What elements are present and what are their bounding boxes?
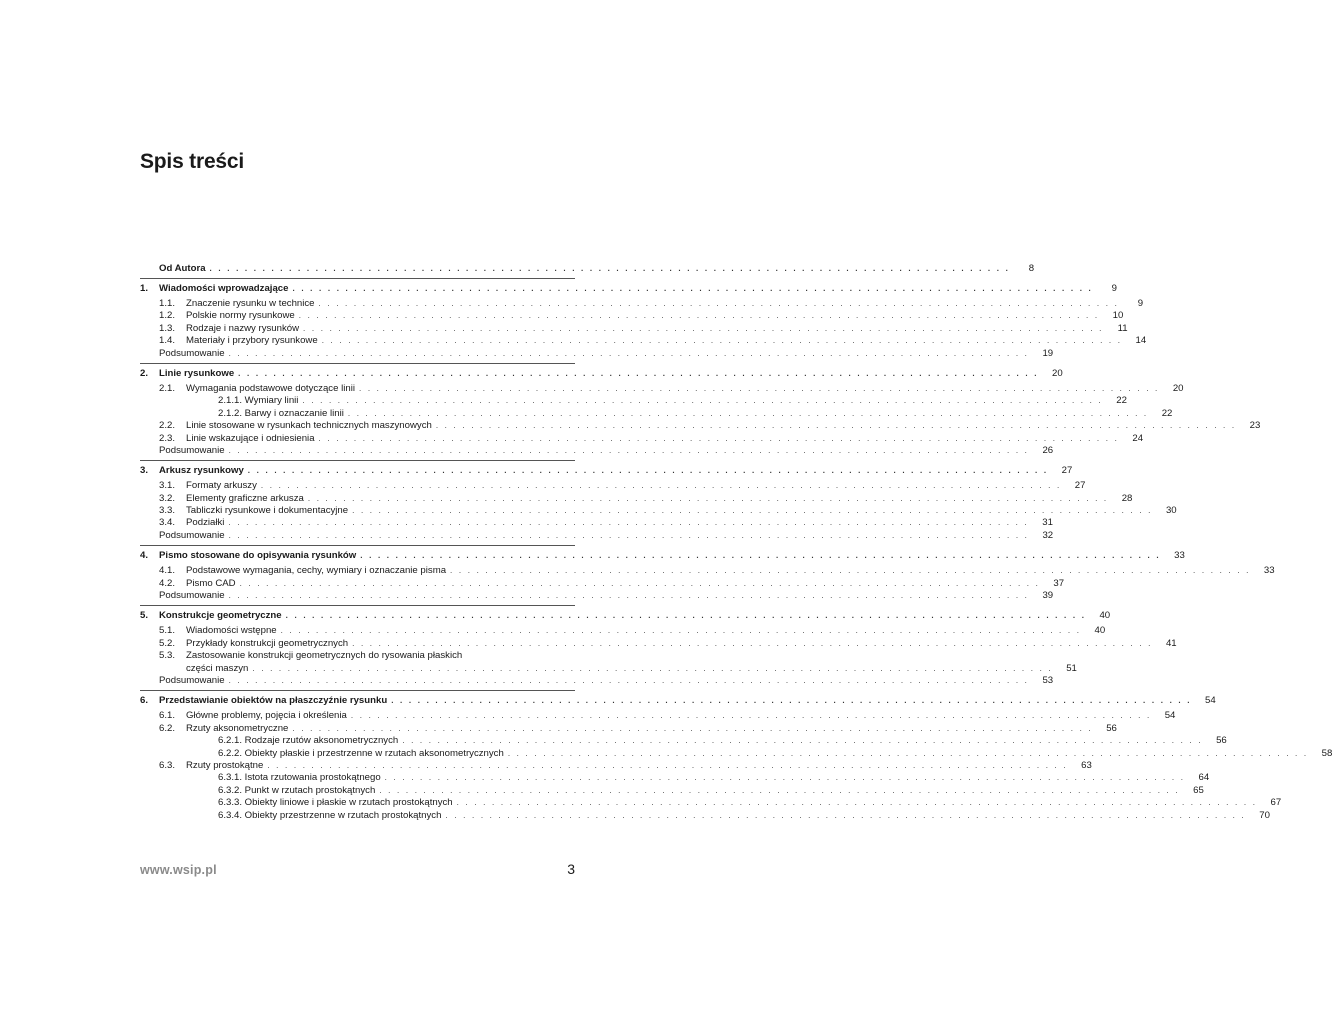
toc-entry-row — [140, 747, 1332, 760]
toc-entry-number: 1. — [140, 283, 149, 294]
toc-entry-row — [140, 784, 1204, 797]
toc-leader-dots: . . . . . . . . . . . . . . . . . . . . . . . . . . . . . . . . . . . . . . . . . . . . . . . . . . . . . . . . . . . . . . . . . . . . . . . . . . . . . . . . . . . . . . . . . . . — [391, 696, 1192, 706]
toc-leader-dots: . . . . . . . . . . . . . . . . . . . . . . . . . . . . . . . . . . . . . . . . . . . . . . . . . . . . . . . . . . . . . . . . . . . . . . . . . . . . . . . . . . . . . . . . . . . — [450, 566, 1251, 576]
section-divider — [140, 460, 575, 461]
section-divider — [140, 545, 575, 546]
toc-entry-title: Przedstawianie obiektów na płaszczyźnie rysunku — [159, 695, 388, 707]
toc-entry-title: Elementy graficzne arkusza — [186, 492, 304, 504]
toc-entry-title: Podsumowanie — [159, 347, 225, 359]
toc-entry-number: 4.1. — [159, 565, 176, 577]
toc-leader-dots: . . . . . . . . . . . . . . . . . . . . . . . . . . . . . . . . . . . . . . . . . . . . . . . . . . . . . . . . . . . . . . . . . . . . . . . . . . . . . . . . . . . . . . . . . . . — [267, 760, 1068, 770]
toc-leader-dots: . . . . . . . . . . . . . . . . . . . . . . . . . . . . . . . . . . . . . . . . . . . . . . . . . . . . . . . . . . . . . . . . . . . . . . . . . . . . . . . . . . . . . . . . . . . — [321, 336, 1123, 346]
toc-entry-number: 3.2. — [159, 492, 176, 504]
toc-entry-number: 6. — [140, 695, 149, 707]
toc-entry-row — [140, 505, 1177, 517]
toc-page-number: 65 — [1193, 784, 1204, 796]
toc-page-number: 24 — [1132, 432, 1144, 444]
toc-summary-row — [140, 444, 1054, 457]
toc-leader-dots: . . . . . . . . . . . . . . . . . . . . . . . . . . . . . . . . . . . . . . . . . . . . . . . . . . . . . . . . . . . . . . . . . . . . . . . . . . . . . . . . . . . . . . . . . . . — [239, 578, 1041, 588]
toc-leader-dots: . . . . . . . . . . . . . . . . . . . . . . . . . . . . . . . . . . . . . . . . . . . . . . . . . . . . . . . . . . . . . . . . . . . . . . . . . . . . . . . . . . . . . . . . . . . — [456, 798, 1258, 808]
toc-leader-dots: . . . . . . . . . . . . . . . . . . . . . . . . . . . . . . . . . . . . . . . . . . . . . . . . . . . . . . . . . . . . . . . . . . . . . . . . . . . . . . . . . . . . . . . . . . . — [318, 299, 1120, 308]
toc-entry-title: 6.3.4. Obiekty przestrzenne w rzutach prostokątnych — [218, 809, 442, 821]
toc-leader-dots: . . . . . . . . . . . . . . . . . . . . . . . . . . . . . . . . . . . . . . . . . . . . . . . . . . . . . . . . . . . . . . . . . . . . . . . . . . . . . . . . . . . . . . . . . . . — [228, 518, 1029, 528]
publisher-url: www.wsip.pl — [140, 863, 217, 877]
toc-entry-title: Rzuty prostokątne — [186, 759, 264, 771]
toc-entry-title: Zastosowanie konstrukcji geometrycznych do rysowania płaskich — [186, 650, 463, 662]
toc-page-number: 67 — [1270, 797, 1282, 809]
toc-leader-dots: . . . . . . . . . . . . . . . . . . . . . . . . . . . . . . . . . . . . . . . . . . . . . . . . . . . . . . . . . . . . . . . . . . . . . . . . . . . . . . . . . . . . . . . . . . . — [402, 736, 1203, 746]
toc-page-number: 33 — [1263, 565, 1275, 577]
section-divider — [140, 278, 575, 279]
toc-page-number: 22 — [1116, 395, 1127, 407]
toc-leader-dots: . . . . . . . . . . . . . . . . . . . . . . . . . . . . . . . . . . . . . . . . . . . . . . . . . . . . . . . . . . . . . . . . . . . . . . . . . . . . . . . . . . . . . . . . . . . — [350, 711, 1152, 721]
toc-page-number: 20 — [1172, 382, 1184, 394]
toc-entry-row — [140, 650, 575, 662]
toc-entry-number: 1.2. — [159, 310, 176, 322]
toc-entry-number: 3.1. — [159, 480, 176, 492]
toc-leader-dots: . . . . . . . . . . . . . . . . . . . . . . . . . . . . . . . . . . . . . . . . . . . . . . . . . . . . . . . . . . . . . . . . . . . . . . . . . . . . . . . . . . . . . . . . . . . — [292, 284, 1093, 293]
toc-entry-title: Główne problemy, pojęcia i określenia — [186, 710, 347, 722]
toc-page-number: 26 — [1042, 444, 1054, 456]
toc-entry-title: Linie wskazujące i odniesienia — [186, 432, 315, 444]
section-divider — [140, 605, 575, 606]
toc-entry-row — [140, 480, 1086, 492]
toc-page-number: 51 — [1066, 662, 1077, 674]
section-divider — [140, 363, 575, 364]
toc-entry-title: Podsumowanie — [159, 444, 225, 456]
toc-entry-number: 5.1. — [159, 625, 176, 637]
toc-entry-title: Rzuty aksonometryczne — [186, 722, 289, 734]
toc-leader-dots: . . . . . . . . . . . . . . . . . . . . . . . . . . . . . . . . . . . . . . . . . . . . . . . . . . . . . . . . . . . . . . . . . . . . . . . . . . . . . . . . . . . . . . . . . . . — [303, 323, 1104, 333]
toc-entry-row — [140, 759, 1092, 772]
toc-leader-dots: . . . . . . . . . . . . . . . . . . . . . . . . . . . . . . . . . . . . . . . . . . . . . . . . . . . . . . . . . . . . . . . . . . . . . . . . . . . . . . . . . . . . . . . . . . . — [292, 723, 1093, 733]
toc-entry-number: 2.2. — [159, 420, 176, 432]
toc-leader-dots: . . . . . . . . . . . . . . . . . . . . . . . . . . . . . . . . . . . . . . . . . . . . . . . . . . . . . . . . . . . . . . . . . . . . . . . . . . . . . . . . . . . . . . . . . . . — [318, 433, 1120, 443]
toc-page-number: 56 — [1106, 722, 1117, 734]
toc-entry-number: 3.3. — [159, 505, 176, 517]
toc-page-number: 64 — [1198, 772, 1210, 784]
toc-entry-title: Konstrukcje geometryczne — [159, 610, 282, 622]
toc-leader-dots: . . . . . . . . . . . . . . . . . . . . . . . . . . . . . . . . . . . . . . . . . . . . . . . . . . . . . . . . . . . . . . . . . . . . . . . . . . . . . . . . . . . . . . . . . . . — [352, 506, 1153, 516]
toc-entry-row — [140, 310, 1124, 322]
toc-entry-title: Podziałki — [186, 517, 225, 529]
toc-leader-dots: . . . . . . . . . . . . . . . . . . . . . . . . . . . . . . . . . . . . . . . . . . . . . . . . . . . . . . . . . . . . . . . . . . . . . . . . . . . . . . . . . . . . . . . . . . . — [302, 396, 1103, 406]
toc-entry-title: Podstawowe wymagania, cechy, wymiary i oznaczanie pisma — [186, 565, 447, 577]
toc-entry-row — [140, 772, 1210, 784]
toc-page-number: 23 — [1249, 420, 1261, 432]
toc-entry-row — [140, 395, 1127, 407]
toc-entry-title: 6.3.2. Punkt w rzutach prostokątnych — [218, 784, 376, 796]
toc-leader-dots: . . . . . . . . . . . . . . . . . . . . . . . . . . . . . . . . . . . . . . . . . . . . . . . . . . . . . . . . . . . . . . . . . . . . . . . . . . . . . . . . . . . . . . . . . . . — [360, 551, 1161, 561]
toc-page-number: 22 — [1161, 407, 1173, 419]
toc-page-number: 33 — [1174, 550, 1185, 562]
toc-leader-dots: . . . . . . . . . . . . . . . . . . . . . . . . . . . . . . . . . . . . . . . . . . . . . . . . . . . . . . . . . . . . . . . . . . . . . . . . . . . . . . . . . . . . . . . . . . . — [228, 348, 1030, 358]
toc-leader-dots: . . . . . . . . . . . . . . . . . . . . . . . . . . . . . . . . . . . . . . . . . . . . . . . . . . . . . . . . . . . . . . . . . . . . . . . . . . . . . . . . . . . . . . . . . . . — [507, 748, 1309, 758]
toc-entry-row — [140, 710, 1176, 722]
toc-page-number: 30 — [1165, 505, 1177, 517]
toc-entry-row — [140, 809, 1270, 822]
toc-entry-number: 6.3. — [159, 759, 176, 771]
toc-leader-dots: . . . . . . . . . . . . . . . . . . . . . . . . . . . . . . . . . . . . . . . . . . . . . . . . . . . . . . . . . . . . . . . . . . . . . . . . . . . . . . . . . . . . . . . . . . . — [435, 421, 1237, 431]
toc-entry-row — [140, 335, 1147, 347]
toc-entry-title: Wiadomości wprowadzające — [159, 283, 289, 294]
toc-page-number: 20 — [1052, 367, 1063, 379]
toc-leader-dots: . . . . . . . . . . . . . . . . . . . . . . . . . . . . . . . . . . . . . . . . . . . . . . . . . . . . . . . . . . . . . . . . . . . . . . . . . . . . . . . . . . . . . . . . . . . — [209, 264, 1011, 273]
toc-leader-dots: . . . . . . . . . . . . . . . . . . . . . . . . . . . . . . . . . . . . . . . . . . . . . . . . . . . . . . . . . . . . . . . . . . . . . . . . . . . . . . . . . . . . . . . . . . . — [352, 638, 1153, 648]
toc-leader-dots: . . . . . . . . . . . . . . . . . . . . . . . . . . . . . . . . . . . . . . . . . . . . . . . . . . . . . . . . . . . . . . . . . . . . . . . . . . . . . . . . . . . . . . . . . . . — [247, 466, 1049, 476]
toc-entry-title: Linie rysunkowe — [159, 367, 235, 379]
toc-entry-title: Wiadomości wstępne — [186, 625, 277, 637]
toc-page-number: 11 — [1117, 322, 1128, 334]
toc-page-number: 58 — [1321, 747, 1332, 759]
toc-entry-title: Podsumowanie — [159, 674, 225, 686]
toc-page-number: 37 — [1053, 577, 1065, 589]
toc-page-number: 54 — [1205, 695, 1216, 707]
toc-leader-dots: . . . . . . . . . . . . . . . . . . . . . . . . . . . . . . . . . . . . . . . . . . . . . . . . . . . . . . . . . . . . . . . . . . . . . . . . . . . . . . . . . . . . . . . . . . . — [358, 383, 1160, 393]
toc-page-number: 9 — [1137, 298, 1144, 309]
toc-entry-title: części maszyn — [186, 662, 249, 674]
toc-leader-dots: . . . . . . . . . . . . . . . . . . . . . . . . . . . . . . . . . . . . . . . . . . . . . . . . . . . . . . . . . . . . . . . . . . . . . . . . . . . . . . . . . . . . . . . . . . . — [228, 591, 1030, 601]
toc-entry-title: Pismo CAD — [186, 577, 236, 589]
toc-entry-number: 4. — [140, 550, 149, 562]
toc-entry-number: 2.3. — [159, 432, 176, 444]
toc-entry-title: Od Autora — [159, 263, 206, 274]
toc-chapter-row — [140, 367, 1063, 380]
toc-leader-dots: . . . . . . . . . . . . . . . . . . . . . . . . . . . . . . . . . . . . . . . . . . . . . . . . . . . . . . . . . . . . . . . . . . . . . . . . . . . . . . . . . . . . . . . . . . . — [285, 611, 1087, 621]
toc-entry-title: Tabliczki rysunkowe i dokumentacyjne — [186, 505, 349, 517]
toc-entry-row — [140, 382, 1184, 395]
toc-leader-dots: . . . . . . . . . . . . . . . . . . . . . . . . . . . . . . . . . . . . . . . . . . . . . . . . . . . . . . . . . . . . . . . . . . . . . . . . . . . . . . . . . . . . . . . . . . . — [379, 785, 1180, 795]
toc-leader-dots: . . . . . . . . . . . . . . . . . . . . . . . . . . . . . . . . . . . . . . . . . . . . . . . . . . . . . . . . . . . . . . . . . . . . . . . . . . . . . . . . . . . . . . . . . . . — [280, 626, 1082, 636]
toc-page-number: 28 — [1121, 492, 1133, 504]
toc-entry-row — [140, 322, 1128, 335]
toc-chapter-row — [140, 549, 1185, 562]
toc-leader-dots: . . . . . . . . . . . . . . . . . . . . . . . . . . . . . . . . . . . . . . . . . . . . . . . . . . . . . . . . . . . . . . . . . . . . . . . . . . . . . . . . . . . . . . . . . . . — [228, 530, 1030, 540]
toc-chapter-row — [140, 464, 1073, 477]
toc-entry-number: 6.2. — [159, 722, 176, 734]
toc-leader-dots: . . . . . . . . . . . . . . . . . . . . . . . . . . . . . . . . . . . . . . . . . . . . . . . . . . . . . . . . . . . . . . . . . . . . . . . . . . . . . . . . . . . . . . . . . . . — [298, 311, 1100, 321]
page-title: Spis treści — [140, 150, 245, 173]
toc-entry-title: 6.2.1. Rodzaje rzutów aksonometrycznych — [218, 735, 399, 747]
toc-entry-title: Pismo stosowane do opisywania rysunków — [159, 550, 357, 562]
toc-entry-title: Rodzaje i nazwy rysunków — [186, 322, 300, 334]
toc-leader-dots: . . . . . . . . . . . . . . . . . . . . . . . . . . . . . . . . . . . . . . . . . . . . . . . . . . . . . . . . . . . . . . . . . . . . . . . . . . . . . . . . . . . . . . . . . . . — [445, 810, 1246, 820]
toc-entry-row — [140, 637, 1177, 650]
toc-page-number: 10 — [1112, 310, 1124, 322]
table-of-contents — [140, 262, 1332, 822]
toc-entry-number: 3.4. — [159, 517, 176, 529]
toc-page-number: 31 — [1042, 517, 1053, 529]
toc-page-number: 56 — [1216, 735, 1227, 747]
toc-entry-title: Linie stosowane w rysunkach technicznych maszynowych — [186, 420, 432, 432]
toc-entry-row — [140, 407, 1173, 420]
toc-page-number: 39 — [1042, 590, 1054, 602]
toc-leader-dots: . . . . . . . . . . . . . . . . . . . . . . . . . . . . . . . . . . . . . . . . . . . . . . . . . . . . . . . . . . . . . . . . . . . . . . . . . . . . . . . . . . . . . . . . . . . — [307, 493, 1109, 503]
toc-chapter-row — [140, 282, 1117, 295]
toc-summary-row — [140, 529, 1054, 542]
toc-entry-row — [140, 722, 1117, 735]
toc-entry-row — [140, 565, 1275, 577]
toc-entry-number: 5. — [140, 610, 149, 622]
page-number: 3 — [567, 861, 575, 877]
toc-entry-row — [140, 432, 1144, 445]
toc-entry-title: Arkusz rysunkowy — [159, 465, 244, 477]
toc-page-number: 40 — [1099, 610, 1111, 622]
toc-entry-row — [140, 797, 1282, 809]
toc-leader-dots: . . . . . . . . . . . . . . . . . . . . . . . . . . . . . . . . . . . . . . . . . . . . . . . . . . . . . . . . . . . . . . . . . . . . . . . . . . . . . . . . . . . . . . . . . . . — [228, 675, 1030, 685]
toc-entry-title: 2.1.1. Wymiary linii — [218, 395, 299, 407]
toc-entry-number: 5.2. — [159, 637, 176, 649]
toc-leader-dots: . . . . . . . . . . . . . . . . . . . . . . . . . . . . . . . . . . . . . . . . . . . . . . . . . . . . . . . . . . . . . . . . . . . . . . . . . . . . . . . . . . . . . . . . . . . — [238, 368, 1039, 378]
toc-page-number: 27 — [1061, 465, 1073, 477]
toc-entry-title: Polskie normy rysunkowe — [186, 310, 295, 322]
toc-chapter-row — [140, 609, 1111, 622]
toc-page-number: 19 — [1042, 347, 1054, 359]
toc-entry-row — [140, 517, 1053, 529]
toc-leader-dots: . . . . . . . . . . . . . . . . . . . . . . . . . . . . . . . . . . . . . . . . . . . . . . . . . . . . . . . . . . . . . . . . . . . . . . . . . . . . . . . . . . . . . . . . . . . — [347, 408, 1149, 418]
toc-page-number: 8 — [1028, 263, 1035, 274]
toc-entry-row — [140, 298, 1144, 310]
toc-entry-number: 5.3. — [159, 650, 176, 662]
toc-entry-number: 1.3. — [159, 322, 176, 334]
toc-page-number: 41 — [1165, 637, 1177, 649]
toc-entry-number: 6.1. — [159, 710, 176, 722]
toc-entry-number: 2.1. — [159, 382, 176, 394]
toc-summary-row — [140, 347, 1054, 360]
toc-entry-number: 4.2. — [159, 577, 176, 589]
toc-leader-dots: . . . . . . . . . . . . . . . . . . . . . . . . . . . . . . . . . . . . . . . . . . . . . . . . . . . . . . . . . . . . . . . . . . . . . . . . . . . . . . . . . . . . . . . . . . . — [252, 663, 1053, 673]
toc-summary-row — [140, 590, 1054, 602]
toc-page-number: 40 — [1094, 625, 1106, 637]
toc-entry-number: 1.4. — [159, 335, 176, 347]
toc-entry-title: 6.3.1. Istota rzutowania prostokątnego — [218, 772, 381, 784]
toc-entry-title: Przykłady konstrukcji geometrycznych — [186, 637, 349, 649]
toc-page-number: 14 — [1135, 335, 1147, 347]
toc-entry-number: 2. — [140, 367, 149, 379]
toc-page-number: 9 — [1111, 283, 1117, 294]
toc-entry-title: Podsumowanie — [159, 529, 225, 541]
toc-entry-title: Materiały i przybory rysunkowe — [186, 335, 318, 347]
toc-page-number: 32 — [1042, 529, 1054, 541]
toc-entry-title: 2.1.2. Barwy i oznaczanie linii — [218, 407, 344, 419]
toc-summary-row — [140, 674, 1054, 687]
toc-page-number: 63 — [1081, 759, 1092, 771]
toc-entry-number: 1.1. — [159, 298, 176, 309]
toc-leader-dots: . . . . . . . . . . . . . . . . . . . . . . . . . . . . . . . . . . . . . . . . . . . . . . . . . . . . . . . . . . . . . . . . . . . . . . . . . . . . . . . . . . . . . . . . . . . — [228, 445, 1030, 455]
toc-entry-row — [140, 625, 1106, 637]
toc-chapter-row — [140, 262, 1035, 275]
toc-entry-title: Znaczenie rysunku w technice — [186, 298, 315, 309]
toc-page-number: 27 — [1074, 480, 1086, 492]
toc-page-number: 54 — [1164, 710, 1176, 722]
toc-entry-row — [140, 662, 1077, 675]
toc-leader-dots: . . . . . . . . . . . . . . . . . . . . . . . . . . . . . . . . . . . . . . . . . . . . . . . . . . . . . . . . . . . . . . . . . . . . . . . . . . . . . . . . . . . . . . . . . . . — [260, 481, 1062, 491]
toc-entry-row — [140, 577, 1065, 590]
toc-entry-title: 6.3.3. Obiekty liniowe i płaskie w rzutach prostokątnych — [218, 797, 453, 809]
toc-entry-row — [140, 420, 1261, 432]
toc-page-number: 53 — [1042, 674, 1054, 686]
toc-page-number: 70 — [1259, 809, 1270, 821]
toc-entry-title: Podsumowanie — [159, 590, 225, 602]
toc-entry-title: Formaty arkuszy — [186, 480, 257, 492]
toc-entry-row — [140, 492, 1133, 505]
toc-entry-title: Wymagania podstawowe dotyczące linii — [186, 382, 355, 394]
toc-chapter-row — [140, 694, 1216, 707]
toc-entry-title: 6.2.2. Obiekty płaskie i przestrzenne w rzutach aksonometrycznych — [218, 747, 504, 759]
section-divider — [140, 690, 575, 691]
toc-entry-row — [140, 735, 1227, 747]
toc-entry-number: 3. — [140, 465, 149, 477]
toc-leader-dots: . . . . . . . . . . . . . . . . . . . . . . . . . . . . . . . . . . . . . . . . . . . . . . . . . . . . . . . . . . . . . . . . . . . . . . . . . . . . . . . . . . . . . . . . . . . — [384, 773, 1186, 783]
